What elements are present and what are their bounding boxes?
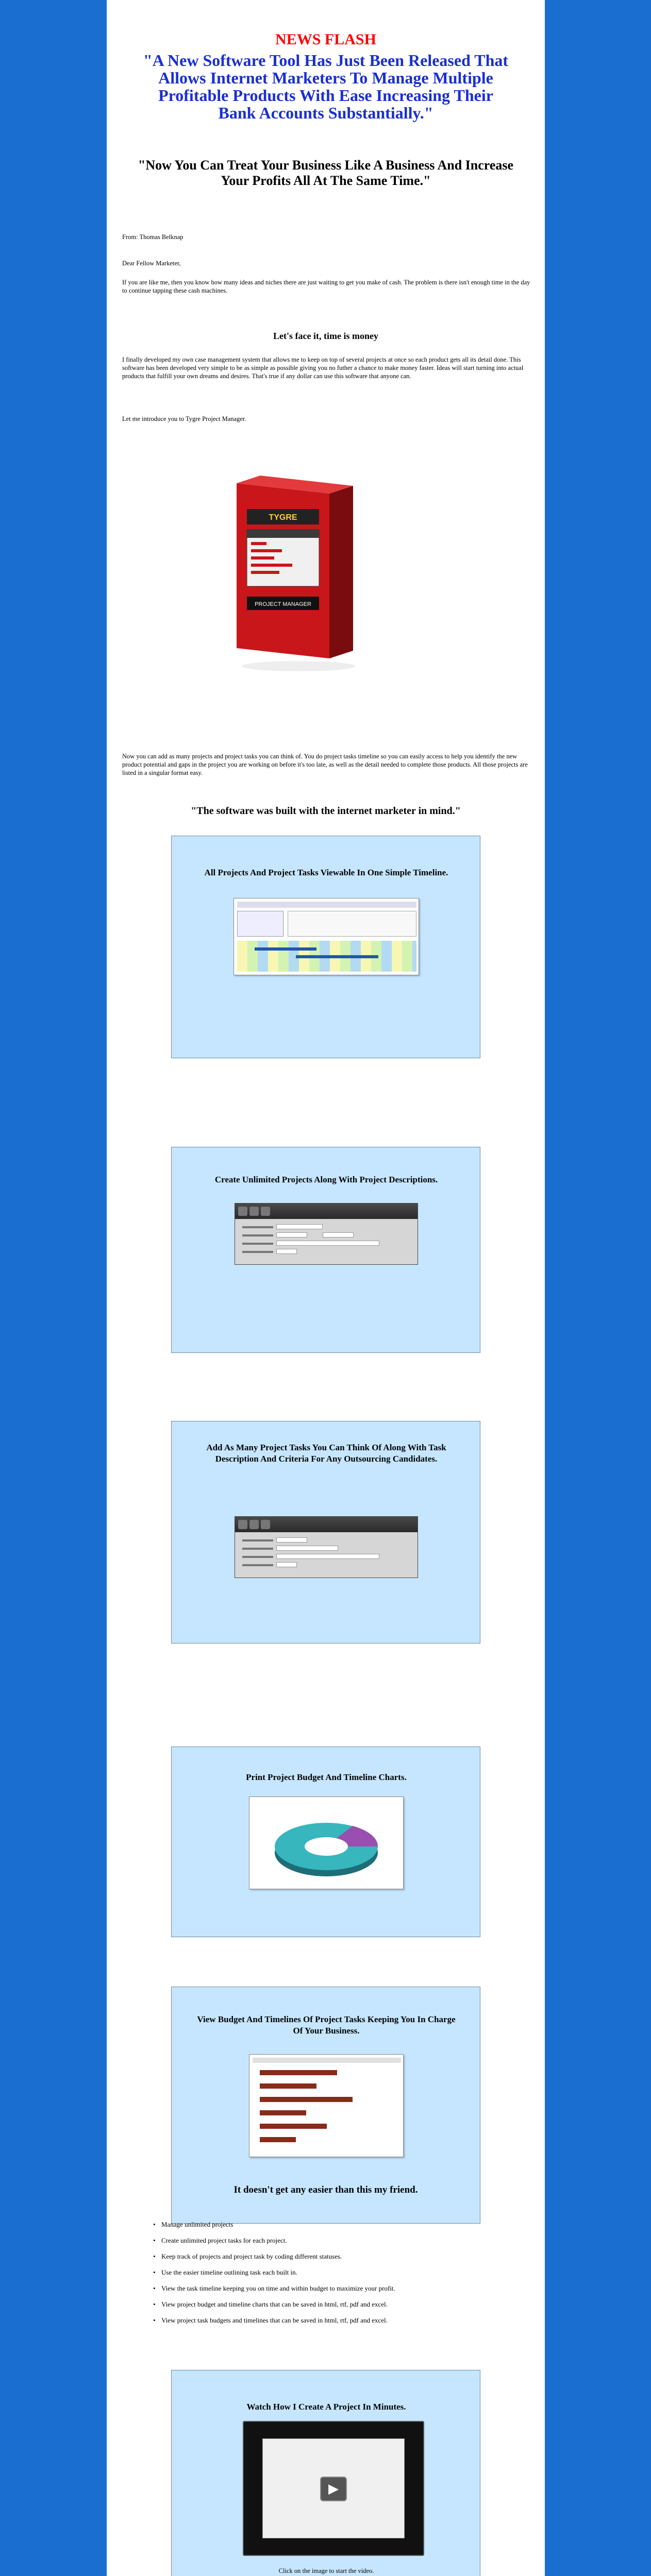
timeline-screenshot <box>233 898 419 975</box>
video-panel-create-project <box>171 2370 480 2576</box>
feature-panel-charts <box>171 1747 480 1937</box>
salutation: Dear Fellow Marketer, <box>122 260 181 267</box>
easier-heading: It doesn't get any easier than this my friend. <box>233 2184 418 2195</box>
intro-paragraph: If you are like me, then you know how many ideas and niches there are just waiting to get you make of cash. The problem is there isn't enough time in the day to continue tapping these cash machines. <box>122 279 530 294</box>
list-item: • Manage unlimited projects <box>153 2221 493 2229</box>
page-content <box>107 0 545 2576</box>
feature-title: Print Project Budget And Timeline Charts. <box>246 1772 407 1782</box>
built-for-marketers-quote: "The software was built with the internet marketer in mind." <box>191 805 461 817</box>
list-item: • Keep track of projects and project task by coding different statuses. <box>153 2252 493 2261</box>
feature-title: Create Unlimited Projects Along With Project Descriptions. <box>214 1175 438 1184</box>
news-flash-heading: NEWS FLASH <box>275 31 376 48</box>
budget-chart-screenshot <box>249 2054 404 2157</box>
from-line: From: Thomas Belknap <box>122 233 183 241</box>
video-thumbnail[interactable] <box>243 2421 424 2556</box>
feature-title: View Budget And Timelines Of Project Tasks Keeping You In Charge Of Your Business. <box>197 2014 456 2036</box>
main-headline: "A New Software Tool Has Just Been Released That Allows Internet Marketers To Manage Multiple Profitable Products With Ease Increasing Their Bank Accounts Substantially." <box>143 51 509 122</box>
projects-app-screenshot <box>235 1203 418 1265</box>
product-box-image <box>226 473 363 679</box>
list-item: • View the task timeline keeping you on time and within budget to maximize your profit. <box>153 2284 493 2293</box>
tasks-app-screenshot <box>235 1516 418 1578</box>
feature-title: Add As Many Project Tasks You Can Think Of Along With Task Description And Criteria For Any Outsourcing Candidates. <box>206 1443 446 1464</box>
list-item: • View project task budgets and timelines that can be saved in html, rtf, pdf and excel. <box>153 2316 493 2325</box>
video-title: Watch How I Create A Project In Minutes. <box>246 2402 406 2412</box>
introduction-line: Let me introduce you to Tygre Project Manager. <box>122 415 246 422</box>
svg-text:TYGRE: TYGRE <box>269 513 297 522</box>
list-item: • Create unlimited project tasks for each project. <box>153 2236 493 2245</box>
story-paragraph: I finally developed my own case management system that allows me to keep on top of several projects at once so each product gets all its detail done. This software has been developed very simple to be as simple as possible giving you no futher a chance to make money faster. Ideas will start turning into actual products that fulfill your own dreams and desires. That's true if any dollar can use this software that anyone can. <box>122 356 524 380</box>
feature-panel-timeline <box>171 836 480 1058</box>
feature-title: All Projects And Project Tasks Viewable In One Simple Timeline. <box>204 868 448 877</box>
svg-text:PROJECT MANAGER: PROJECT MANAGER <box>255 601 311 607</box>
play-icon[interactable]: ▶ <box>320 2477 347 2501</box>
donut-chart-screenshot <box>249 1797 404 1889</box>
features-list <box>153 2221 493 2332</box>
time-is-money-heading: Let's face it, time is money <box>273 331 378 341</box>
sub-headline: "Now You Can Treat Your Business Like A Business And Increase Your Profits All At The Same Time." <box>138 158 514 188</box>
list-item: • Use the easier timeline outlining task each built in. <box>153 2268 493 2277</box>
feature-panel-projects <box>171 1147 480 1353</box>
features-paragraph: Now you can add as many projects and project tasks you can think of. You do project tasks timeline so you can easily access to help you identify the new product potential and gaps in the project you are working on before it's too late, as well as the detail needed to complete those products. All those projects are listed in a singular format easy. <box>122 753 528 776</box>
list-item: • View project budget and timeline charts that can be saved in html, rtf, pdf and excel. <box>153 2300 493 2309</box>
feature-panel-tasks <box>171 1421 480 1643</box>
video-caption: Click on the image to start the video. <box>278 2567 374 2574</box>
